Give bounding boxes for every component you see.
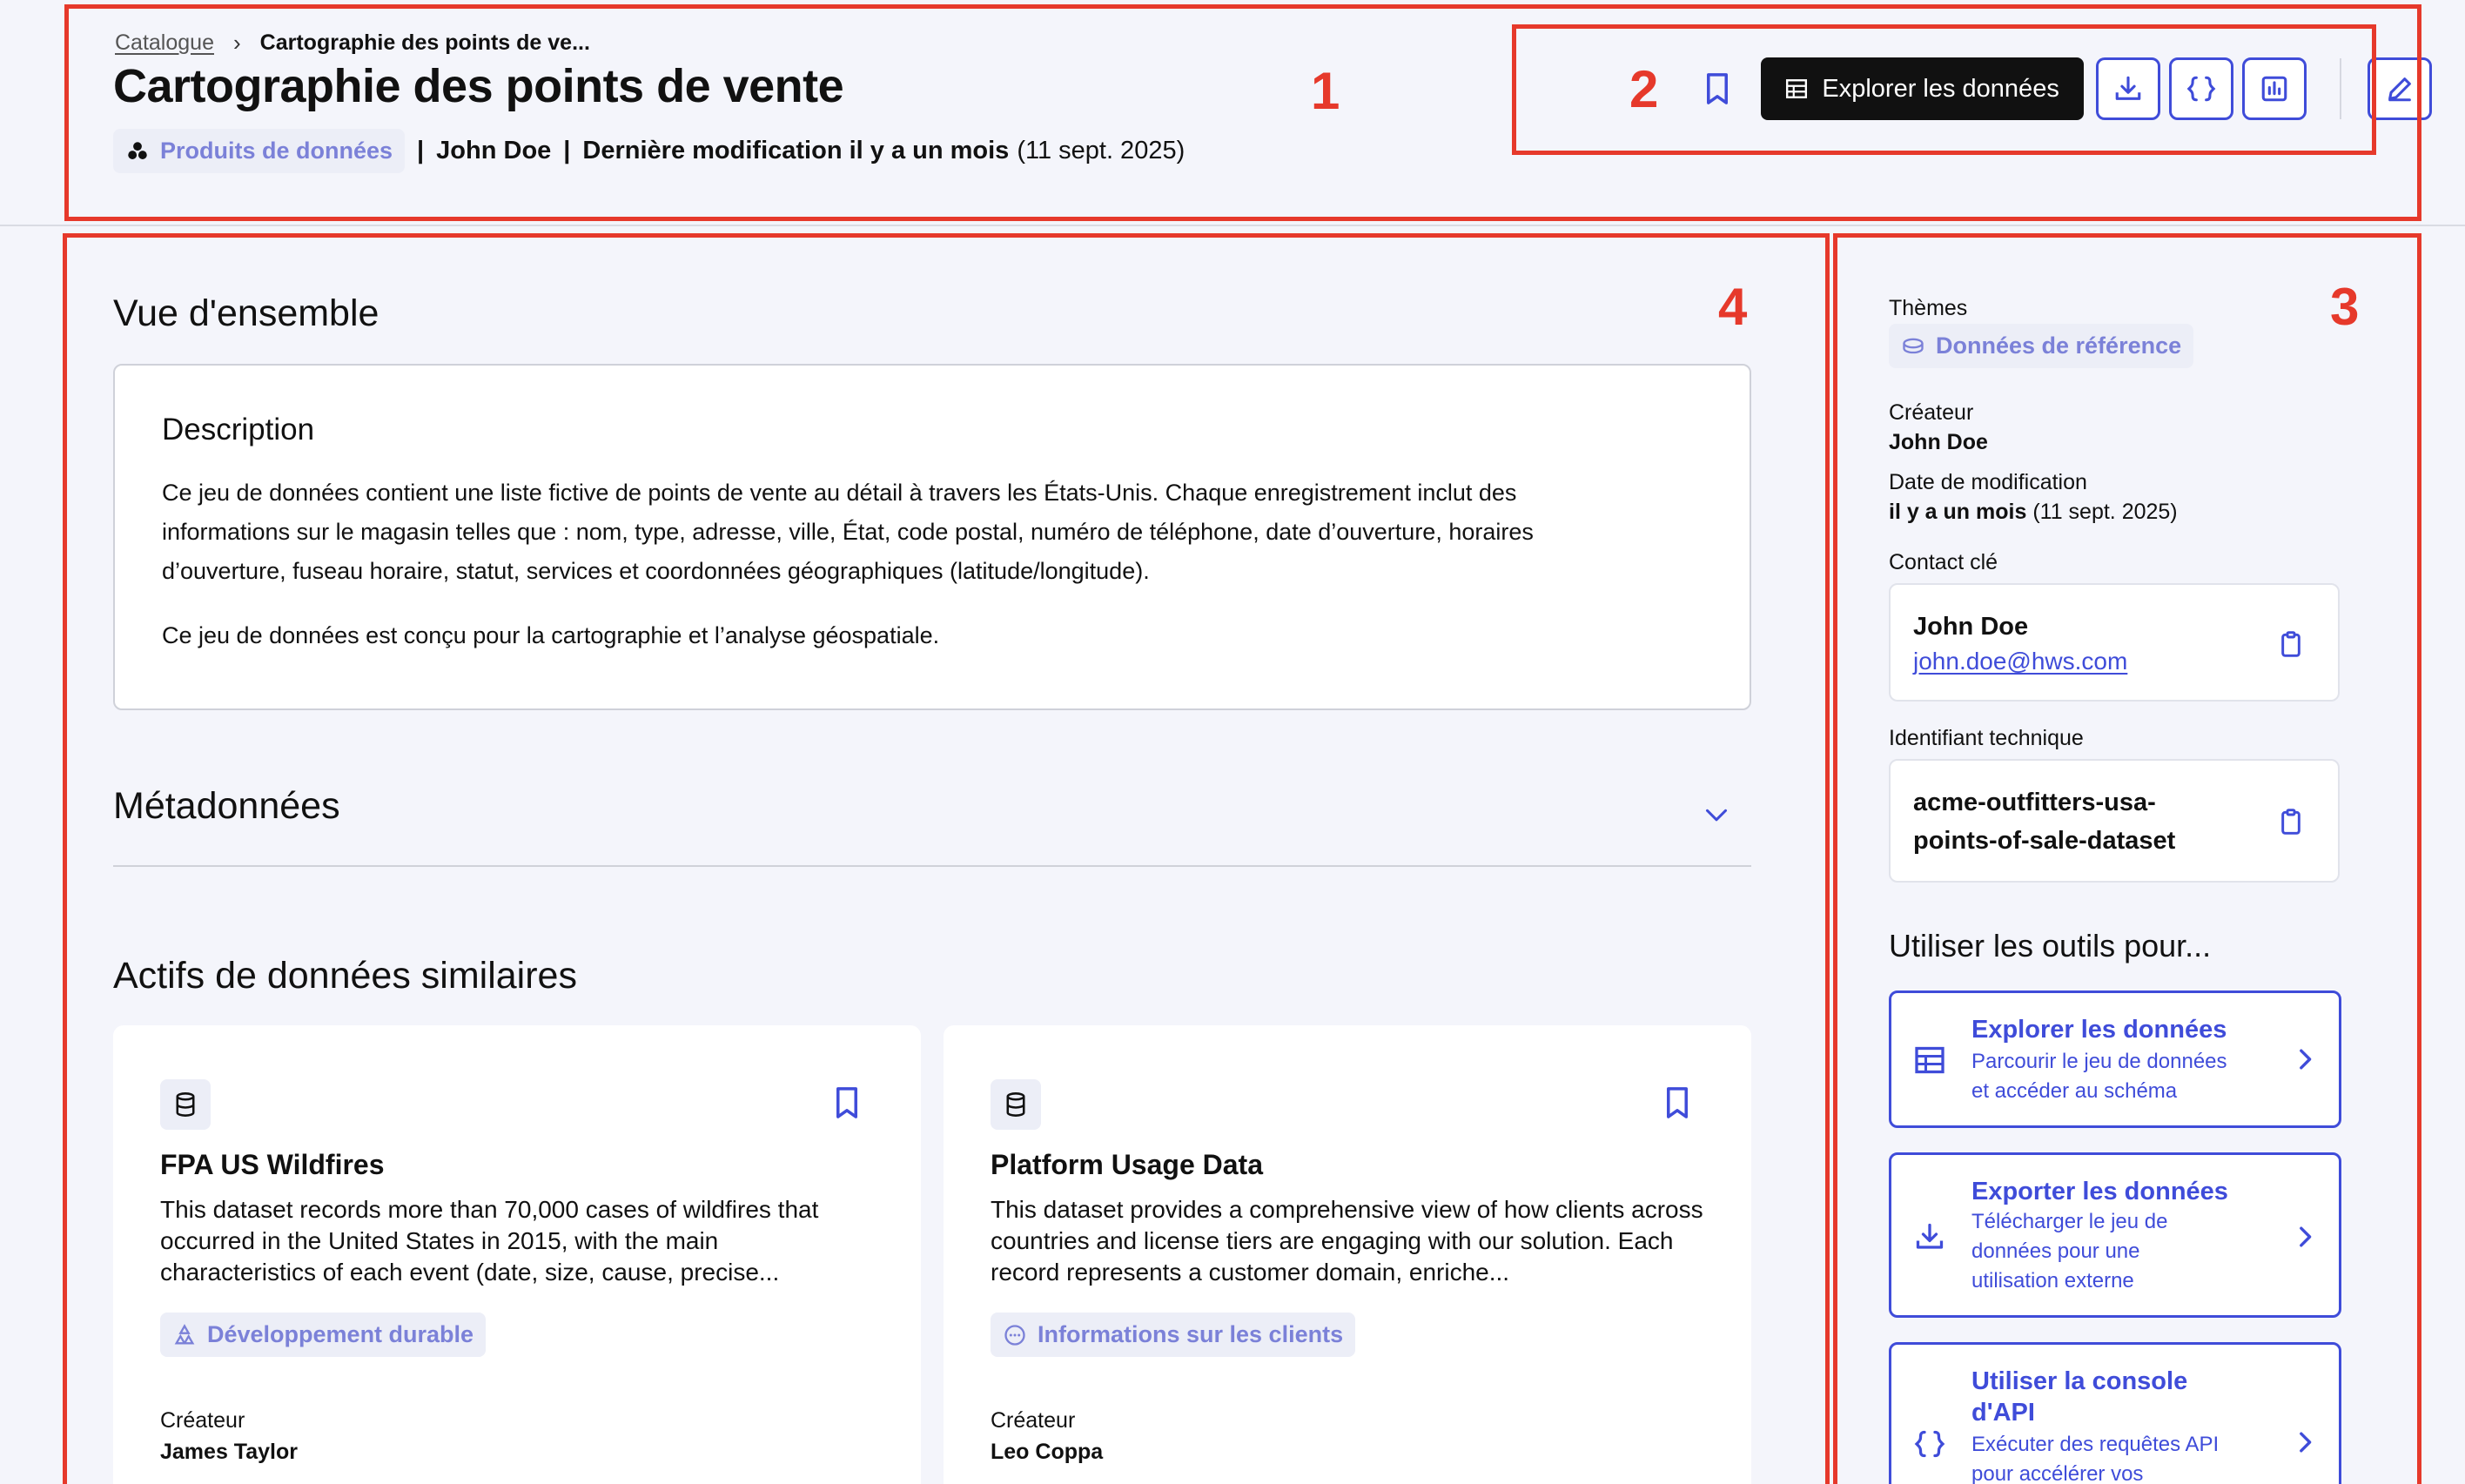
themes-label: Thèmes — [1889, 296, 1968, 320]
card-tag-chip[interactable] — [160, 1313, 486, 1357]
chevron-right-icon — [2297, 1047, 2313, 1071]
clipboard-icon[interactable] — [2279, 630, 2303, 658]
theme-chip[interactable] — [1889, 324, 2193, 368]
key-contact-card — [1889, 583, 2340, 702]
theme-chip-label: Données de référence — [1936, 332, 2182, 359]
key-contact-label: Contact clé — [1889, 550, 1998, 574]
modified-relative: il y a un mois — [1889, 500, 2027, 524]
breadcrumb-catalogue-link[interactable]: Catalogue — [115, 30, 214, 55]
description-line: Ce jeu de données contient une liste fictive de points de vente au détail à travers les États-Unis. Chaque enregistrement inclut des — [162, 480, 1517, 506]
clipboard-icon[interactable] — [2279, 808, 2303, 836]
chevron-right-icon — [2297, 1225, 2313, 1249]
metadata-title: Métadonnées — [113, 785, 340, 827]
annotation-number-1: 1 — [1311, 62, 1340, 120]
tool-explore-data[interactable] — [1889, 990, 2341, 1128]
description-paragraph-2: Ce jeu de données est conçu pour la cartographie et l’analyse géospatiale. — [162, 622, 940, 648]
annotation-number-3: 3 — [2330, 278, 2360, 336]
download-icon — [1914, 1221, 1945, 1252]
card-title: FPA US Wildfires — [160, 1149, 385, 1180]
code-braces-icon — [1914, 1428, 1945, 1460]
card-bookmark-button[interactable] — [1664, 1086, 1690, 1124]
tool-title: Exporter les données — [1971, 1178, 2228, 1205]
technical-id-label: Identifiant technique — [1889, 726, 2084, 750]
modified-value — [1889, 500, 2178, 525]
tool-title: Utiliser la console — [1971, 1367, 2188, 1395]
dataset-badge — [160, 1079, 211, 1130]
tool-export-data[interactable] — [1889, 1152, 2341, 1318]
meta-modified-date: (11 sept. 2025) — [1017, 137, 1185, 165]
technical-id-card — [1889, 759, 2340, 883]
creator-label: Créateur — [1889, 400, 1974, 425]
annotation-number-4: 4 — [1718, 278, 1748, 336]
card-tag-chip[interactable] — [991, 1313, 1355, 1357]
card-description: This dataset records more than 70,000 cases of wildfires that occurred in the United States in 2015, with the main characteristics of each event (date, size, cause, precise... — [160, 1196, 819, 1286]
tool-description: Télécharger le jeu de — [1971, 1210, 2168, 1233]
breadcrumb-separator: › — [232, 30, 241, 56]
modified-date: (11 sept. 2025) — [2032, 500, 2178, 524]
chevron-down-icon — [1704, 806, 1729, 823]
dataset-badge — [991, 1079, 1041, 1130]
card-creator-label: Créateur — [160, 1408, 245, 1433]
card-creator-label: Créateur — [991, 1408, 1076, 1433]
description-line: informations sur le magasin telles que : nom, type, adresse, ville, État, code postal, numéro de téléphone, date d’ouverture, horaires — [162, 519, 1534, 545]
chat-bubble-icon — [1003, 1323, 1027, 1347]
meta-author: John Doe — [436, 137, 552, 165]
tool-title: d'API — [1971, 1399, 2035, 1427]
reference-data-icon — [1901, 336, 1925, 357]
description-line: d’ouverture, fuseau horaire, statut, services et coordonnées géographiques (latitude/longitude). — [162, 558, 1150, 584]
table-icon — [1914, 1045, 1945, 1075]
tool-description: données pour une — [1971, 1239, 2140, 1263]
contact-email-link[interactable]: john.doe@hws.com — [1913, 648, 2128, 675]
card-creator: Leo Coppa — [991, 1440, 1104, 1464]
tool-description: et accéder au schéma — [1971, 1079, 2178, 1103]
description-card — [113, 364, 1751, 710]
tool-api-console[interactable] — [1889, 1342, 2341, 1484]
card-title: Platform Usage Data — [991, 1149, 1263, 1180]
card-creator: James Taylor — [160, 1440, 298, 1464]
meta-separator: | — [563, 137, 571, 165]
annotation-number-2: 2 — [1629, 59, 1659, 118]
modified-label: Date de modification — [1889, 470, 2087, 494]
tool-description: Exécuter des requêtes API — [1971, 1433, 2220, 1456]
card-description: This dataset provides a comprehensive view of how clients across countries and license tiers are engaging with our solution. Each record represents a customer domain, enriche... — [991, 1196, 1703, 1286]
overview-title: Vue d'ensemble — [113, 292, 379, 334]
similar-asset-card[interactable] — [113, 1025, 921, 1484]
tool-description: Parcourir le jeu de données — [1971, 1050, 2227, 1073]
bookmark-icon — [834, 1086, 860, 1119]
database-icon — [1004, 1091, 1028, 1118]
card-tag-label: Développement durable — [207, 1321, 474, 1347]
bookmark-icon — [1664, 1086, 1690, 1119]
card-tag-label: Informations sur les clients — [1038, 1321, 1344, 1347]
similar-asset-card[interactable] — [944, 1025, 1751, 1484]
similar-assets-title: Actifs de données similaires — [113, 955, 577, 997]
tool-description: pour accélérer vos — [1971, 1462, 2144, 1484]
card-bookmark-button[interactable] — [834, 1086, 860, 1124]
database-icon — [173, 1091, 198, 1118]
contact-name: John Doe — [1913, 613, 2029, 641]
annotation-box-2 — [1512, 24, 2376, 155]
recycle-icon — [172, 1323, 197, 1347]
chevron-right-icon — [2297, 1430, 2313, 1454]
page-title: Cartographie des points de vente — [113, 60, 844, 112]
metadata-accordion[interactable] — [113, 778, 1751, 867]
sidebar — [1838, 226, 2465, 1484]
breadcrumb-current: Cartographie des points de ve... — [259, 30, 590, 55]
tools-title: Utiliser les outils pour... — [1889, 928, 2212, 964]
explore-data-button-label: Explorer les données — [1822, 74, 2059, 103]
meta-separator: | — [417, 137, 425, 165]
category-chip-label: Produits de données — [160, 138, 393, 164]
technical-id-line: points-of-sale-dataset — [1913, 827, 2176, 855]
meta-modified-label: Dernière modification il y a un mois — [582, 137, 1010, 165]
description-title: Description — [162, 413, 315, 447]
creator-value: John Doe — [1889, 430, 1988, 454]
technical-id-line: acme-outfitters-usa- — [1913, 789, 2156, 816]
tool-title: Explorer les données — [1971, 1016, 2227, 1044]
description-paragraph-1 — [162, 473, 1642, 591]
tool-description: utilisation externe — [1971, 1269, 2134, 1293]
